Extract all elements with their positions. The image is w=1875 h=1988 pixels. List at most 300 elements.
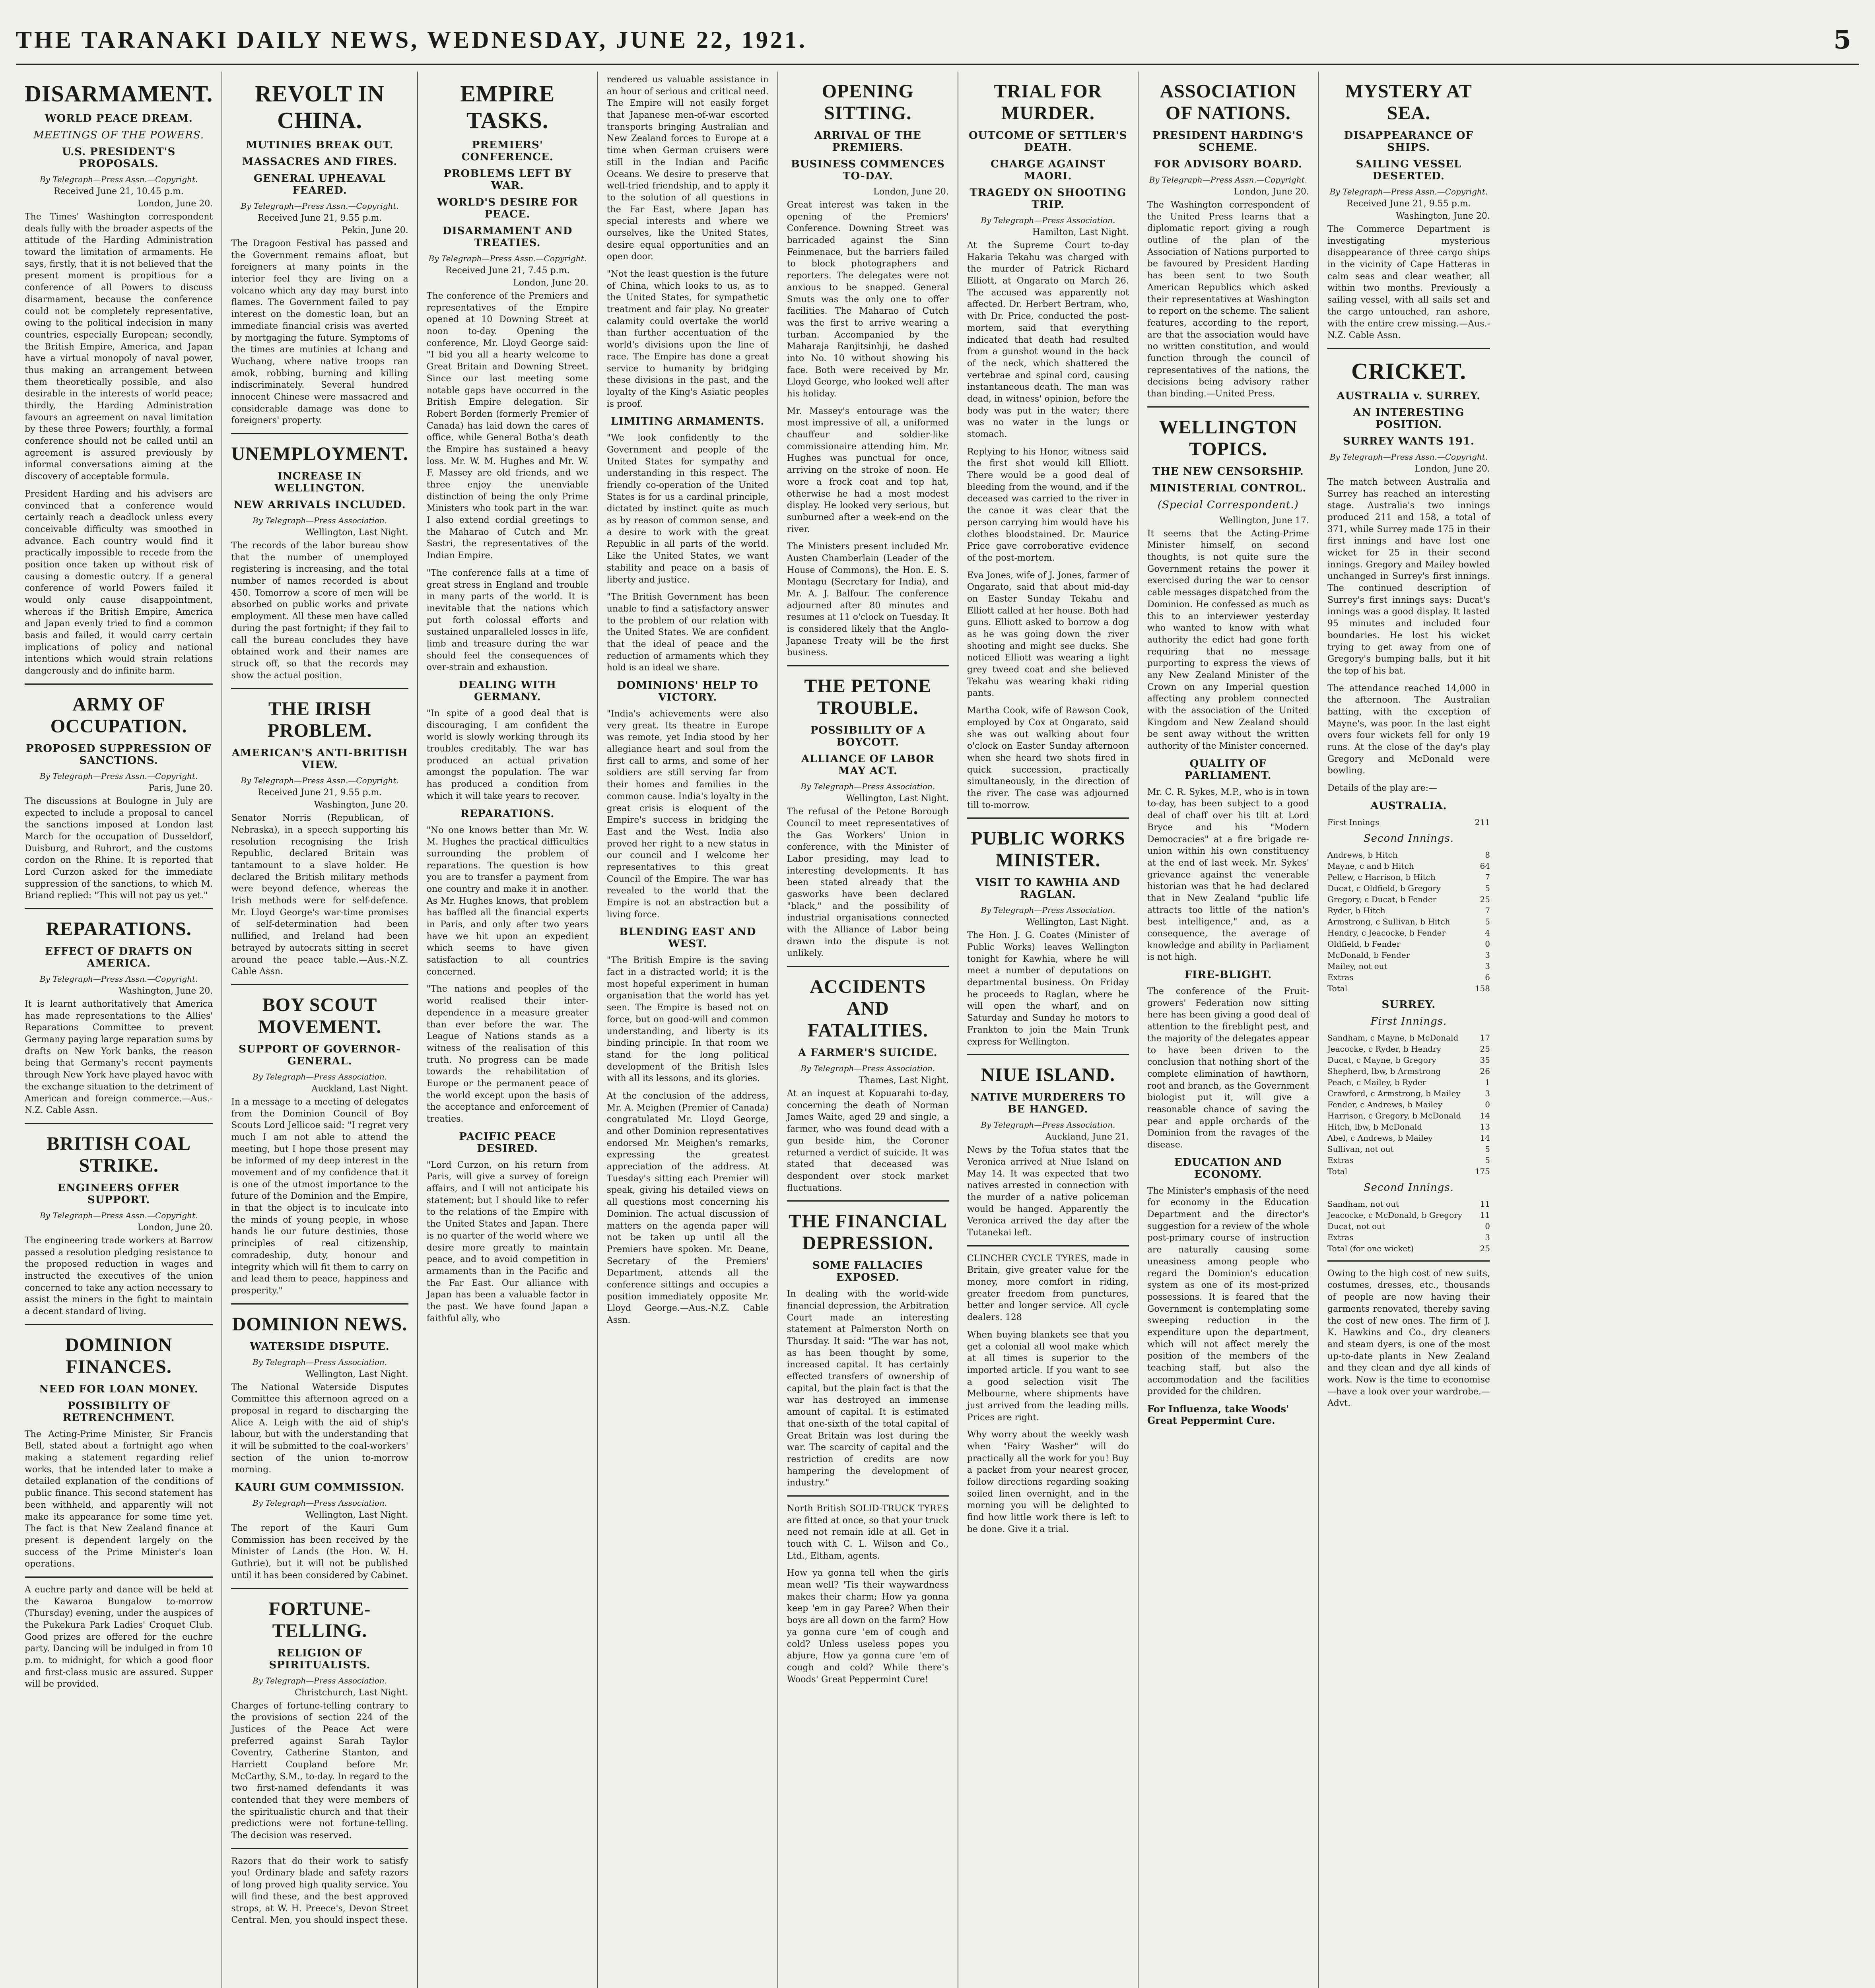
table-row [1327, 817, 1490, 828]
telegraph-credit: By Telegraph—Press Assn.—Copyright. [1329, 452, 1488, 462]
subheading: DOMINIONS' HELP TO VICTORY. [617, 679, 759, 703]
dateline: Hamilton, Last Night. [1032, 227, 1129, 237]
divider [231, 433, 408, 434]
divider [231, 1303, 408, 1305]
team-label: SURREY. [1381, 998, 1436, 1011]
telegraph-credit: By Telegraph—Press Assn.—Copyright. [39, 175, 198, 184]
article-body: In a message to a meeting of delegates from the Dominion Council of Boy Scouts Lord Jellicoe said: "I regret very much I am not able to attend the meeting, but I hope those present may be informed of my deep interest in the movement and of my confidence that it is one of the utmost importance to the future of the Dominion and the Empire, in that the object is to inculcate into the minds of young people, in whose hands lie our future destinies, those principles of real citizenship, comradeship, duty, honour and integrity which will fit them to carry on and lead them to peace, happiness and prosperity." [231, 1097, 408, 1296]
batsman-name: McDonald, b Fender [1327, 950, 1410, 960]
runs: 4 [1485, 928, 1490, 938]
scorecard-body [1327, 849, 1490, 983]
runs: 17 [1480, 1033, 1490, 1043]
scorecard-surrey-second [1327, 1198, 1490, 1254]
dateline: Wellington, Last Night. [305, 1369, 408, 1379]
table-row [1327, 1143, 1490, 1155]
table-row [1327, 1232, 1490, 1243]
telegraph-credit: By Telegraph—Press Association. [252, 1498, 387, 1508]
headline: BRITISH COAL STRIKE. [47, 1133, 191, 1176]
article-body: "In spite of a good deal that is discouraging, I am confident the world is slowly working through its troubles creditably. The war has produced an actual privation amongst the population. The war has produced a condition from which it will take years to recover. [426, 709, 589, 801]
runs: 3 [1485, 1088, 1490, 1098]
batsman-name: Mayne, c and b Hitch [1327, 861, 1414, 871]
headline: THE FINANCIAL DEPRESSION. [789, 1211, 947, 1254]
scorecard-intro: Details of the play are:— [1327, 783, 1437, 794]
telegraph-credit: By Telegraph—Press Assn.—Copyright. [39, 771, 198, 781]
batsman-name: Ducat, c Oldfield, b Gregory [1327, 883, 1441, 893]
batsman-name: Oldfield, b Fender [1327, 939, 1401, 949]
headline: FORTUNE-TELLING. [268, 1598, 371, 1641]
column-4 [598, 72, 778, 1988]
received-time: Received June 21, 9.55 p.m. [257, 213, 382, 223]
runs: 7 [1485, 872, 1490, 882]
total-label: Total (for one wicket) [1327, 1243, 1414, 1253]
headline: REPARATIONS. [46, 918, 192, 940]
article-body: "Not the least question is the future of China, which looks to us, as to the United States, for sympathetic treatment and fair play. No greater calamity could overtake the world than further accentuation of the world's divisions upon the line of race. The Empire has done a great service to humanity by bridging these divisions in the past, and the loyalty of the King's Asiatic peoples is proof. [606, 269, 769, 409]
subheading: ALLIANCE OF LABOR MAY ACT. [801, 753, 935, 777]
runs: 7 [1485, 905, 1490, 915]
dateline: London, June 20. [1234, 187, 1309, 197]
batsman-name: Ducat, c Mayne, b Gregory [1327, 1055, 1436, 1065]
runs: 25 [1480, 894, 1490, 904]
runs: 11 [1480, 1199, 1490, 1209]
headline: THE IRISH PROBLEM. [267, 698, 372, 742]
runs: 14 [1480, 1110, 1490, 1120]
subheading: EFFECT OF DRAFTS ON AMERICA. [45, 945, 193, 969]
table-row [1327, 1099, 1490, 1110]
telegraph-credit: By Telegraph—Press Association. [801, 1064, 935, 1074]
batsman-name: Hitch, lbw, b McDonald [1327, 1122, 1422, 1132]
article-body: Charges of fortune-telling contrary to the provisions of section 224 of the Justices of the Peace Act were preferred against Sarah Taylor Coventry, Catherine Stanton, and Harriett Coupland before Mr. McCarthy, S.M., to-day. In regard to the two first-named defendants it was contended that they were members of the spiritualistic church and that their predictions were not fortune-telling. The decision was reserved. [231, 1701, 408, 1841]
subheading: ENGINEERS OFFER SUPPORT. [58, 1182, 180, 1206]
telegraph-credit: By Telegraph—Press Association. [981, 905, 1115, 915]
table-row [1327, 1066, 1490, 1077]
batsman-name: Pellew, c Harrison, b Hitch [1327, 872, 1436, 882]
headline: ASSOCIATION OF NATIONS. [1160, 81, 1297, 124]
headline: WELLINGTON TOPICS. [1159, 416, 1298, 460]
total-value: 25 [1480, 1243, 1490, 1253]
advertisement: How ya gonna tell when the girls mean well? 'Tis their waywardness makes their charm; How ya gonna keep 'em in gay Paree? When their boys are all down on the farm? How ya gonna cure 'em of cough and cold? Unless useless popes you abjure, How ya gonna cure 'em of cough and cold? While there's Woods' Great Peppermint Cure! [787, 1568, 949, 1685]
telegraph-credit: By Telegraph—Press Assn.—Copyright. [241, 201, 399, 211]
article-body: Mr. C. R. Sykes, M.P., who is in town to-day, has been subject to a good deal of chaff over his tilt at Lord Bryce and his "Modern Democracies" at a fire brigade re-union within his own constituency at the end of last week. Mr. Sykes' grievance against the venerable historian was that he had declared that in New Zealand "public life attracts too little of the nation's best intelligence," and, as a consequence, the average of knowledge and ability in Parliament is not high. [1147, 787, 1309, 963]
telegraph-credit: By Telegraph—Press Assn.—Copyright. [1149, 175, 1308, 184]
scorecard-aus-first [1327, 817, 1490, 828]
batsman-name: Andrews, b Hitch [1327, 850, 1398, 860]
subheading: INCREASE IN WELLINGTON. [274, 470, 365, 494]
divider [1327, 348, 1490, 349]
article-body: "No one knows better than Mr. W. M. Hughes the practical difficulties surrounding the problem of reparations. The question is how you are to transfer a payment from one country and make it in another. As Mr. Hughes knows, that problem has baffled all the financial experts in Paris, and only after two years have we hit upon an expedient which seems to have given satisfaction to all countries concerned. [426, 825, 589, 977]
subheading: SOME FALLACIES EXPOSED. [812, 1260, 923, 1284]
divider [1327, 1260, 1490, 1262]
runs: 5 [1485, 1144, 1490, 1154]
article-body: The National Waterside Disputes Committee this afternoon agreed on a proposal in regard to discharging the Alice A. Leigh with the aid of ship's labour, but with the understanding that it will be submitted to the coal-workers' section of the union to-morrow morning. [231, 1382, 408, 1475]
column-6 [958, 72, 1139, 1988]
batsman-name: Peach, c Mailey, b Ryder [1327, 1077, 1426, 1087]
table-row [1327, 1032, 1490, 1043]
table-row [1327, 1121, 1490, 1132]
subheading: PRESIDENT HARDING'S SCHEME. [1152, 130, 1304, 153]
telegraph-credit: By Telegraph—Press Association. [252, 1072, 387, 1081]
column-2 [222, 72, 418, 1988]
article-body: President Harding and his advisers are convinced that a conference would certainly reach a deadlock unless every conceivable difficulty was smoothed in advance. Each country would find it practically impossible to recede from the position once taken up without risk of causing a domestic outcry. If a general conference of world Powers failed it would only cause disappointment, whereas if the British Empire, America and Japan evenly tried to find a common basis and failed, it would carry certain implications of policy and national intentions which would strain relations dangerously and do infinite harm. [25, 489, 213, 676]
telegraph-credit: By Telegraph—Press Association. [252, 1675, 387, 1685]
subheading: POSSIBILITY OF RETRENCHMENT. [62, 1400, 175, 1424]
subheading: AMERICAN'S ANTI-BRITISH VIEW. [231, 747, 408, 771]
article-body: At an inquest at Kopuarahi to-day, concerning the death of Norman James Waite, aged 29 and single, a farmer, who was found dead with a gun beside him, the Coroner returned a verdict of suicide. It was stated that deceased was despondent over stock market fluctuations. [787, 1089, 949, 1193]
subheading: LIMITING ARMAMENTS. [611, 415, 765, 428]
masthead [16, 16, 1859, 65]
divider [25, 908, 213, 909]
received-time: Received June 21, 10.45 p.m. [54, 186, 184, 196]
table-row [1327, 1155, 1490, 1166]
headline: DISARMAMENT. [25, 81, 213, 107]
article-body: Eva Jones, wife of J. Jones, farmer of Ongarato, said that about mid-day on Easter Sunday Tekahu and Elliott called at her house. Both had guns. Elliott asked to borrow a dog as he was going down the river shooting and might see ducks. She noticed Elliott was wearing a light grey tweed coat and she believed Tekahu was wearing khaki riding pants. [967, 570, 1129, 699]
article-body: The Ministers present included Mr. Austen Chamberlain (Leader of the House of Commons), the Hon. E. S. Montagu (Secretary for India), and Mr. A. J. Balfour. The conference adjourned after 80 minutes and resumes at 11 o'clock on Tuesday. It is considered likely that the Anglo-Japanese Treaty will be the first business. [787, 542, 949, 658]
batsman-name: Hendry, c Jeacocke, b Fender [1327, 928, 1446, 938]
total-value: 175 [1475, 1166, 1490, 1176]
subheading: BLENDING EAST AND WEST. [619, 926, 756, 950]
subheading: AN INTERESTING POSITION. [1353, 406, 1465, 431]
divider [967, 1054, 1129, 1055]
batsman-name: Ducat, not out [1327, 1221, 1385, 1231]
telegraph-credit: By Telegraph—Press Association. [252, 1357, 387, 1367]
divider [1147, 406, 1309, 408]
divider [25, 1123, 213, 1124]
article-body: "The British Empire is the saving fact in a distracted world; it is the most hopeful experiment in human organisation that the world has yet seen. The Empire is based not on force, but on good-will and common understanding, and liberty is its binding principle. In that room we stand for the long political development of the British Isles with all its lessons, and its glories. [606, 955, 769, 1084]
article-body: Great interest was taken in the opening of the Premiers' Conference. Downing Street was barricaded against the Sinn Feinmenace, but the barriers failed to block photographers and reporters. The delegates were not anxious to be snapped. General Smuts was the only one to offer facilities. The Maharao of Cutch was the first to arrive wearing a turban. Accompanied by the Maharaja Ranjitsinhji, he dashed into No. 10 without showing his face. Both were received by Mr. Lloyd George, who looked well after his holiday. [787, 200, 949, 399]
scorecard-surrey-first [1327, 1032, 1490, 1177]
article-body: The records of the labor bureau show that the number of unemployed registering is increasing, and the total number of names recorded is about 450. Tomorrow a score of men will be absorbed on public works and private employment. All these men have called during the past fortnight; if they fail to call the bureau concludes they have obtained work and their names are struck off, so that the records may show the actual position. [231, 541, 408, 681]
telegraph-credit: By Telegraph—Press Assn.—Copyright. [39, 974, 198, 984]
runs: 13 [1480, 1122, 1490, 1132]
dateline: Christchurch, Last Night. [295, 1687, 408, 1698]
innings-label: Second Innings. [1363, 1181, 1454, 1194]
headline: PUBLIC WORKS MINISTER. [971, 828, 1125, 871]
subheading: QUALITY OF PARLIAMENT. [1185, 757, 1272, 782]
batsman-name: Harrison, c Gregory, b McDonald [1327, 1110, 1461, 1120]
table-row [1327, 849, 1490, 860]
article-body: "The conference falls at a time of great stress in England and trouble in many parts of the world. It is inevitable that the nations which put forth colossal efforts and sustained unparalleled losses in life, limb and treasure during the war should feel the consequences of over-strain and exhaustion. [426, 568, 589, 673]
table-row [1327, 1209, 1490, 1221]
headline: OPENING SITTING. [822, 81, 914, 124]
runs: 5 [1485, 1155, 1490, 1165]
headline: MYSTERY AT SEA. [1345, 81, 1472, 124]
batsman-name: Extras [1327, 972, 1354, 982]
subheading: A FARMER'S SUICIDE. [798, 1047, 938, 1059]
subheading: CHARGE AGAINST MAORI. [990, 158, 1106, 182]
table-row [1327, 983, 1490, 994]
subheading: TRAGEDY ON SHOOTING TRIP. [970, 187, 1127, 211]
subheading: PROBLEMS LEFT BY WAR. [443, 168, 572, 192]
article-body: "We look confidently to the Government and people of the United States for sympathy and understanding in this respect. The friendly co-operation of the United States is for us a cardinal principle, dictated by instinct quite as much as by reason of common sense, and a desire to work with the great Republic in all parts of the world. Like the United States, we want stability and peace on a basis of liberty and justice. [606, 433, 769, 585]
runs: 25 [1480, 1044, 1490, 1054]
headline: DOMINION NEWS. [232, 1313, 408, 1335]
innings-label: First Innings. [1370, 1015, 1447, 1027]
article-body: Senator Norris (Republican, of Nebraska), in a speech supporting his resolution recognising the Irish Republic, declared Britain was tantamount to a slave holder. He declared the British military methods were beyond defence, whereas the Irish methods were for self-defence. Mr. Lloyd George's war-time promises of self-determination had been nullified, and Ireland had been betrayed by autocrats sitting in secret around the peace table.—Aus.-N.Z. Cable Assn. [231, 813, 408, 977]
subheading: DISARMAMENT AND TREATIES. [443, 225, 573, 249]
advertisement: CLINCHER CYCLE TYRES, made in Britain, give greater value for the money, more comfort in riding, greater freedom from punctures, better and longer service. All cycle dealers. 128 [967, 1253, 1129, 1323]
headline: EMPIRE TASKS. [460, 81, 555, 133]
subheading: REPARATIONS. [460, 808, 555, 820]
article-body: It seems that the Acting-Prime Minister himself, on second thoughts, is not quite sure the Government retains the power it exercised during the war to censor cable messages dispatched from the Dominion. He confessed as much as this to an interviewer yesterday who wanted to know with what authority the edict had gone forth requiring that no message purporting to express the views of any New Zealand Minister of the Crown on any Imperial question affecting any problem connected with the association of the United Kingdom and New Zealand should be sent away without the written authority of the Minister concerned. [1147, 528, 1309, 751]
article-body: It is learnt authoritatively that America has made representations to the Allies' Reparations Committee to prevent Germany paying large reparation sums by drafts on New York banks, the reason being that Germany's recent payments through New York have played havoc with the exchange situation to the detriment of American and foreign commerce.—Aus.-N.Z. Cable Assn. [25, 999, 213, 1116]
batsman-name: Sullivan, not out [1327, 1144, 1394, 1154]
batsman-name: Jeacocke, c McDonald, b Gregory [1327, 1210, 1463, 1220]
dateline: Auckland, Last Night. [311, 1083, 408, 1094]
subheading: NEED FOR LOAN MONEY. [39, 1383, 198, 1395]
divider [967, 817, 1129, 819]
table-row [1327, 860, 1490, 872]
subheading: RELIGION OF SPIRITUALISTS. [269, 1647, 371, 1671]
dateline: London, June 20. [513, 278, 589, 288]
subheading: DISAPPEARANCE OF SHIPS. [1344, 130, 1473, 153]
divider [967, 1245, 1129, 1246]
table-row [1327, 961, 1490, 972]
received-time: Received June 21, 7.45 p.m. [445, 266, 570, 276]
runs: 26 [1480, 1066, 1490, 1076]
divider [25, 683, 213, 685]
dateline: Thames, Last Night. [859, 1076, 949, 1086]
subheading: SUPPORT OF GOVERNOR-GENERAL. [239, 1043, 401, 1067]
telegraph-credit: By Telegraph—Press Assn.—Copyright. [241, 776, 399, 786]
dateline: Washington, June 20. [1395, 211, 1490, 221]
column-1 [16, 72, 222, 1988]
batsman-name: Armstrong, c Sullivan, b Hitch [1327, 916, 1450, 926]
dateline: Wellington, Last Night. [305, 528, 408, 538]
divider [231, 688, 408, 689]
telegraph-credit: By Telegraph—Press Association. [252, 516, 387, 525]
table-row [1327, 1221, 1490, 1232]
subheading: (Special Correspondent.) [1157, 499, 1299, 511]
subheading: NEW ARRIVALS INCLUDED. [233, 499, 406, 511]
headline: BOY SCOUT MOVEMENT. [258, 994, 382, 1037]
subheading: MASSACRES AND FIRES. [242, 156, 398, 168]
headline: CRICKET. [1351, 358, 1466, 384]
telegraph-credit: By Telegraph—Press Association. [801, 782, 935, 792]
subheading: FOR ADVISORY BOARD. [1154, 158, 1302, 170]
dateline: Wellington, June 17. [1219, 515, 1309, 526]
article-body: The attendance reached 14,000 in the afternoon. The Australian batting, with the exception of Mayne's, was poor. In the last eight overs four wickets fell for only 19 runs. At the close of the day's play Gregory and McDonald were bowling. [1327, 683, 1490, 776]
table-row [1327, 894, 1490, 905]
subheading: WATERSIDE DISPUTE. [250, 1340, 390, 1353]
runs: 14 [1480, 1133, 1490, 1143]
divider [231, 1588, 408, 1589]
article-body: In dealing with the world-wide financial depression, the Arbitration Court made an interesting statement at Palmerston North on Thursday. It said: "The war has not, as has been thought by some, increased capital. It has certainly effected transfers of ownership of capital, but the plain fact is that the war has destroyed an immense amount of capital. It is estimated that one-sixth of the total capital of Great Britain was lost during the war. The scarcity of capital and the restriction of credits are now hampering the development of industry." [787, 1289, 949, 1488]
scorecard-body [1327, 1198, 1490, 1243]
table-row [1327, 1077, 1490, 1088]
article-body: At the conclusion of the address, Mr. A. Meighen (Premier of Canada) congratulated Mr. Lloyd George, and other Dominion representatives endorsed Mr. Meighen's remarks, expressing the greatest appreciation of the address. At Tuesday's sitting each Premier will speak, giving his detailed views on all questions most concerning his Dominion. The actual discussion of matters on the agenda paper will not be taken up until all the Premiers have spoken. Mr. Deane, Secretary of the Premiers' Department, attends all the conference sittings and occupies a position immediately opposite Mr. Lloyd George.—Aus.-N.Z. Cable Assn. [606, 1091, 769, 1325]
article-body: At the Supreme Court to-day Hakaria Tekahu was charged with the murder of Patrick Richard Elliott, at Ongarato on March 26. The accused was apparently not affected. Dr. Herbert Bertram, who, with Dr. Price, conducted the post-mortem, said that everything indicated that death had resulted from a gunshot wound in the back of the neck, which shattered the vertebrae and spinal cord, causing instantaneous death. The man was dead, in witness' opinion, before the body was put in the water; there was no water in the lungs or stomach. [967, 241, 1129, 439]
table-row [1327, 872, 1490, 883]
page-number: 5 [1833, 25, 1851, 55]
telegraph-credit: By Telegraph—Press Assn.—Copyright. [39, 1210, 198, 1220]
batsman-name: Sandham, not out [1327, 1199, 1399, 1209]
table-row [1327, 905, 1490, 916]
article-body: The match between Australia and Surrey has reached an interesting stage. Australia's two innings produced 211 and 158, a total of 371, while Surrey made 175 in their first innings and have lost one wicket for 25 in their second innings. Gregory and Mailey bowled unchanged in Surrey's first innings. The continued description of Surrey's first innings says: Ducat's innings was a good display. It lasted 95 minutes and included four boundaries. He lost his wicket trying to get away from one of Gregory's bumping balls, but it hit the top of his bat. [1327, 477, 1490, 676]
subheading: PREMIERS' CONFERENCE. [461, 139, 554, 163]
article-body: Martha Cook, wife of Rawson Cook, employed by Cox at Ongarato, said she was out walking about four o'clock on Easter Sunday afternoon when she heard two shots fired in quick succession, practically simultaneously, in the direction of the river. The case was adjourned till to-morrow. [967, 706, 1129, 810]
total-value: 158 [1475, 983, 1490, 993]
batsman-name: Mailey, not out [1327, 961, 1387, 971]
subheading: NATIVE MURDERERS TO BE HANGED. [970, 1091, 1126, 1116]
subheading: KAURI GUM COMMISSION. [235, 1481, 405, 1494]
table-row [1327, 1166, 1490, 1177]
article-body: The Commerce Department is investigating mysterious disappearance of three cargo ships in the vicinity of Cape Hatteras in calm seas and clear weather, all within two months. Previously a sailing vessel, with all sails set and the cargo untouched, ran ashore, with the entire crew missing.—Aus.-N.Z. Cable Assn. [1327, 224, 1490, 341]
dateline: London, June 20. [1415, 464, 1490, 474]
table-row [1327, 1110, 1490, 1121]
headline: TRIAL FOR MURDER. [994, 81, 1102, 124]
table-row [1327, 1043, 1490, 1054]
telegraph-credit: By Telegraph—Press Association. [981, 1120, 1115, 1130]
advertisement: When buying blankets see that you get a colonial all wool make which at all times is superior to the imported article. If you want to see a good selection visit The Melbourne, where shipments have just arrived from the leading mills. Prices are right. [967, 1330, 1129, 1423]
telegraph-credit: By Telegraph—Press Assn.—Copyright. [1329, 187, 1488, 196]
dateline: Auckland, June 21. [1045, 1132, 1129, 1142]
batsman-name: Crawford, c Armstrong, b Mailey [1327, 1088, 1461, 1098]
telegraph-credit: By Telegraph—Press Association. [981, 215, 1115, 225]
divider [25, 1576, 213, 1578]
innings-label: First Innings [1327, 817, 1380, 827]
table-row [1327, 1243, 1490, 1254]
runs: 8 [1485, 850, 1490, 860]
subheading: U.S. PRESIDENT'S PROPOSALS. [62, 146, 176, 170]
dateline: Washington, June 20. [314, 800, 408, 810]
article-body: The report of the Kauri Gum Commission has been received by the Minister of Lands (the Hon. W. H. Guthrie), but it will not be published until it has been considered by Cabinet. [231, 1523, 408, 1580]
headline: REVOLT IN CHINA. [255, 81, 385, 133]
dateline: Paris, June 20. [148, 783, 213, 793]
table-row [1327, 1088, 1490, 1099]
divider [231, 984, 408, 985]
scorecard-aus-second [1327, 849, 1490, 994]
article-body: Mr. Massey's entourage was the most impressive of all, a uniformed chauffeur and soldier-like commissionaire attending him. Mr. Hughes was punctual for once, arriving on the stroke of noon. He wore a frock coat and top hat, otherwise he had a most modest display. He looked very serious, but sunburned after a week-end on the river. [787, 406, 949, 534]
table-row [1327, 1132, 1490, 1143]
headline: THE PETONE TROUBLE. [804, 676, 932, 719]
batsman-name: Ryder, b Hitch [1327, 905, 1385, 915]
runs: 5 [1485, 916, 1490, 926]
subheading: AUSTRALIA v. SURREY. [1337, 390, 1481, 402]
runs: 3 [1485, 961, 1490, 971]
article-body: The Acting-Prime Minister, Sir Francis Bell, stated about a fortnight ago when making a statement regarding relief works, that he intended later to make a detailed explanation of the conditions of public finance. This second statement has been withheld, and apparently will not make its appearance for some time yet. The fact is that New Zealand finance at present is dependent largely on the success of the Prime Minister's loan operations. [25, 1429, 213, 1569]
masthead-title: THE TARANAKI DAILY NEWS, WEDNESDAY, JUNE 22, 1921. [16, 26, 807, 53]
column-5 [778, 72, 958, 1988]
telegraph-credit: By Telegraph—Press Assn.—Copyright. [428, 254, 587, 263]
divider [231, 1848, 408, 1849]
batsman-name: Extras [1327, 1232, 1354, 1242]
subheading: SAILING VESSEL DESERTED. [1356, 158, 1462, 182]
runs: 0 [1485, 1099, 1490, 1109]
runs: 35 [1480, 1055, 1490, 1065]
article-body: The Washington correspondent of the United Press learns that a diplomatic report giving a rough outline of the plan of the Association of Nations purported to be favoured by President Harding has been sent to two South American Republics which asked their representatives at Washington to report on the scheme. The salient features, according to the report, are that the association would have no written constitution, and would function through the council of representatives of the nations, the decisions being advisory rather than binding.—United Press. [1147, 200, 1309, 399]
received-time: Received June 21, 9.55 p.m. [257, 788, 382, 798]
divider [787, 966, 949, 967]
article-body: The refusal of the Petone Borough Council to meet representatives of the Gas Workers' Union in conference, with the Minister of Labor presiding, may lead to interesting developments. It has been stated already that the gasworks have been declared "black," and the possibility of industrial organisations connected with the Alliance of Labor being drawn into the dispute is not unlikely. [787, 807, 949, 959]
batsman-name: Extras [1327, 1155, 1354, 1165]
subheading: ARRIVAL OF THE PREMIERS. [814, 130, 921, 153]
subheading: WORLD'S DESIRE FOR PEACE. [437, 196, 578, 220]
subheading: PROPOSED SUPPRESSION OF SANCTIONS. [26, 742, 212, 767]
dateline: Wellington, Last Night. [846, 794, 949, 804]
dateline: Pekin, June 20. [342, 225, 408, 235]
divider [25, 1324, 213, 1325]
total-label: Total [1327, 1166, 1348, 1176]
runs: 64 [1480, 861, 1490, 871]
runs: 6 [1485, 972, 1490, 982]
table-row [1327, 1198, 1490, 1209]
innings-total: 211 [1475, 817, 1490, 827]
headline: NIUE ISLAND. [981, 1064, 1115, 1086]
advertisement: For Influenza, take Woods' Great Peppermint Cure. [1147, 1403, 1289, 1427]
scorecard-body [1327, 1032, 1490, 1166]
subheading: POSSIBILITY OF A BOYCOTT. [810, 724, 925, 749]
advertisement: Why worry about the weekly wash when "Fairy Washer" will do practically all the work for you! Buy a packet from your nearest grocer, follow directions regarding soaking soiled linen overnight, and in the morning you will be delighted to find how little work there is left to be done. Give it a trial. [967, 1430, 1129, 1534]
dateline: London, June 20. [873, 187, 949, 197]
table-row [1327, 972, 1490, 983]
table-row [1327, 949, 1490, 961]
article-body: The conference of the Fruit-growers' Federation now sitting here has been giving a good deal of attention to the fireblight pest, and the majority of the delegates appear to have been driven to the conclusion that nothing short of the complete elimination of hawthorn, root and branch, as the Government biologist put it, will give a reasonable chance of saving the pear and apple orchards of the Dominion from the ravages of the disease. [1147, 986, 1309, 1150]
article-body: The Times' Washington correspondent deals fully with the broader aspects of the attitude of the Harding Administration toward the limitation of armaments. He says, firstly, that it is not believed that the present moment is propitious for a conference of all Powers to discuss disarmament, because the conference could not be completely representative, owing to the political indecision in many countries, especially European; secondly, the British Empire, America, and Japan have a virtual monopoly of naval power, thus making an arrangement between them theoretically possible, and also desirable in the interests of world peace; thirdly, the Harding Administration favours an agreement on naval limitation by these three Powers; fourthly, a formal conference should not be called until an agreement is assured previously by informal conversations aiming at the discovery of acceptable formula. [25, 212, 213, 482]
article-body: The Minister's emphasis of the need for economy in the Education Department and the director's suggestion for a review of the whole post-primary course of instruction are naturally causing some uneasiness among people who regard the Dominion's education system as one of its most-prized possessions. It is feared that the Government is contemplating some sweeping reduction in the expenditure upon the department, which will not affect merely the position of the members of the teaching staff, but also the accommodation and the facilities provided for the children. [1147, 1186, 1309, 1397]
advertisement: North British SOLID-TRUCK TYRES are fitted at once, so that your truck need not remain idle at all. Get in touch with C. L. Wilson and Co., Ltd., Eltham, agents. [787, 1503, 949, 1561]
divider [787, 1495, 949, 1497]
team-label: AUSTRALIA. [1370, 800, 1447, 812]
batsman-name: Gregory, c Ducat, b Fender [1327, 894, 1437, 904]
columns [16, 72, 1859, 1988]
table-row [1327, 938, 1490, 949]
headline: ACCIDENTS AND FATALITIES. [807, 976, 928, 1041]
article-body: "The nations and peoples of the world realised their inter-dependence in a measure greater than ever before the war. The League of Nations stands as a witness of the realisation of this truth. No progress can be made towards the rehabilitation of Europe or the permanent peace of the world except upon the basis of the acceptance and enforcement of treaties. [426, 984, 589, 1124]
subheading: EDUCATION AND ECONOMY. [1174, 1156, 1282, 1180]
headline: DOMINION FINANCES. [65, 1334, 173, 1377]
column-8 [1319, 72, 1499, 1988]
subheading: THE NEW CENSORSHIP. [1152, 465, 1304, 478]
article-body: News by the Tofua states that the Veronica arrived at Niue Island on May 14. It was expected that two natives arrested in connection with the murder of a native policeman would be hanged. Apparently the Veronica arrived the day after the Tutanekai left. [967, 1145, 1129, 1238]
article-body: The Hon. J. G. Coates (Minister of Public Works) leaves Wellington tonight for Kawhia, where he will meet a number of deputations on departmental business. On Friday he proceeds to Raglan, where he will open the wharf, and on Saturday and Sunday he motors to Frankton to join the Main Trunk express for Wellington. [967, 930, 1129, 1047]
batsman-name: Abel, c Andrews, b Mailey [1327, 1133, 1433, 1143]
runs: 0 [1485, 1221, 1490, 1231]
dateline: Wellington, Last Night. [1026, 917, 1129, 928]
column-3 [418, 72, 598, 1988]
batsman-name: Sandham, c Mayne, b McDonald [1327, 1033, 1459, 1043]
article-body: "India's achievements were also very great. Its theatre in Europe was remote, yet India stood by her allegiance heart and soul from the first call to arms, and some of her soldiers are still serving far from their homes and families in the common cause. India's loyalty in the great crisis is eloquent of the Empire's success in bridging the East and the West. India also proved her right to a new status in our council and I welcome her representatives to this great Council of the Empire. The war has revealed to the world that the Empire is not an abstraction but a living force. [606, 709, 769, 920]
runs: 3 [1485, 950, 1490, 960]
subheading: MINISTERIAL CONTROL. [1150, 482, 1307, 494]
article-body: The engineering trade workers at Barrow passed a resolution pledging resistance to the proposed reduction in wages and instructed the executives of the union concerned to take any action necessary to assist the miners in the fight to maintain a decent standard of living. [25, 1235, 213, 1316]
subheading: WORLD PEACE DREAM. [45, 113, 193, 124]
subheading: FIRE-BLIGHT. [1184, 969, 1272, 981]
received-time: Received June 21, 9.55 p.m. [1347, 199, 1471, 209]
article-body: The conference of the Premiers and representatives of the Empire opened at 10 Downing Street at noon to-day. Opening the conference, Mr. Lloyd George said: "I bid you all a hearty welcome to Great Britain and Downing Street. Since our last meeting some notable gaps have occurred in the British Empire delegation. Sir Robert Borden (formerly Premier of Canada) has laid down the cares of office, while General Botha's death the Empire has sustained a heavy loss. Mr. W. M. Hughes and Mr. W. F. Massey are old friends, and we three enjoy the unenviable distinction of being the only Prime Ministers who took part in the war. I also extend cordial greetings to the Maharao of Cutch and Mr. Sastri, the representatives of the Indian Empire. [426, 291, 589, 561]
headline: UNEMPLOYMENT. [231, 443, 408, 464]
batsman-name: Shepherd, lbw, b Armstrong [1327, 1066, 1441, 1076]
batsman-name: Jeacocke, c Ryder, b Hendry [1327, 1044, 1442, 1054]
article-body: "The British Government has been unable to find a satisfactory answer to the problem of our relation with the United States. We are confident that the ideal of peace and the reduction of armaments which they hold is an ideal we share. [606, 592, 769, 673]
runs: 5 [1485, 883, 1490, 893]
batsman-name: Fender, c Andrews, b Mailey [1327, 1099, 1442, 1109]
table-row [1327, 883, 1490, 894]
subheading: SURREY WANTS 191. [1343, 435, 1475, 447]
article-body: "Lord Curzon, on his return from Paris, will give a survey of foreign affairs, and I will not anticipate his statement; but I should like to refer to the relations of the Empire with the United States and Japan. There is no quarter of the world where we desire more greatly to maintain peace, and to avoid competition in armaments than in the Pacific and the Far East. Our alliance with Japan has been a valuable factor in the past. We have found Japan a faithful ally, who [426, 1160, 589, 1324]
article-body: The discussions at Boulogne in July are expected to include a proposal to cancel the sanctions imposed at London last March for the occupation of Dusseldorf, Duisburg, and Ruhrort, and the customs cordon on the Rhine. It is reported that Lord Curzon asked for the immediate suppression of the sanctions, to which M. Briand replied: "This will not pay us yet." [25, 796, 213, 901]
advertisement: A euchre party and dance will be held at the Kawaroa Bungalow to-morrow (Thursday) evening, under the auspices of the Pukekura Park Ladies' Croquet Club. Good prizes are offered for the euchre party. Dancing will be indulged in from 10 p.m. to midnight, for which a good floor and first-class music are assured. Supper will be provided. [25, 1584, 213, 1689]
runs: 0 [1485, 939, 1490, 949]
dateline: Washington, June 20. [119, 986, 213, 996]
subheading: DEALING WITH GERMANY. [459, 679, 556, 703]
headline: ARMY OF OCCUPATION. [50, 693, 187, 737]
runs: 1 [1485, 1077, 1490, 1087]
divider [787, 665, 949, 666]
dateline: Wellington, Last Night. [305, 1510, 408, 1520]
subheading: GENERAL UPHEAVAL FEARED. [253, 173, 386, 196]
runs: 11 [1480, 1210, 1490, 1220]
table-row [1327, 927, 1490, 938]
advertisement: Owing to the high cost of new suits, costumes, dresses, etc., thousands of people are now having their garments renovated, thereby saving the cost of new ones. The firm of J. K. Hawkins and Co., dry cleaners and steam dyers, is one of the most up-to-date plants in New Zealand and they clean and dye all kinds of work. Now is the time to economise—have a look over your wardrobe.—Advt. [1327, 1268, 1490, 1409]
